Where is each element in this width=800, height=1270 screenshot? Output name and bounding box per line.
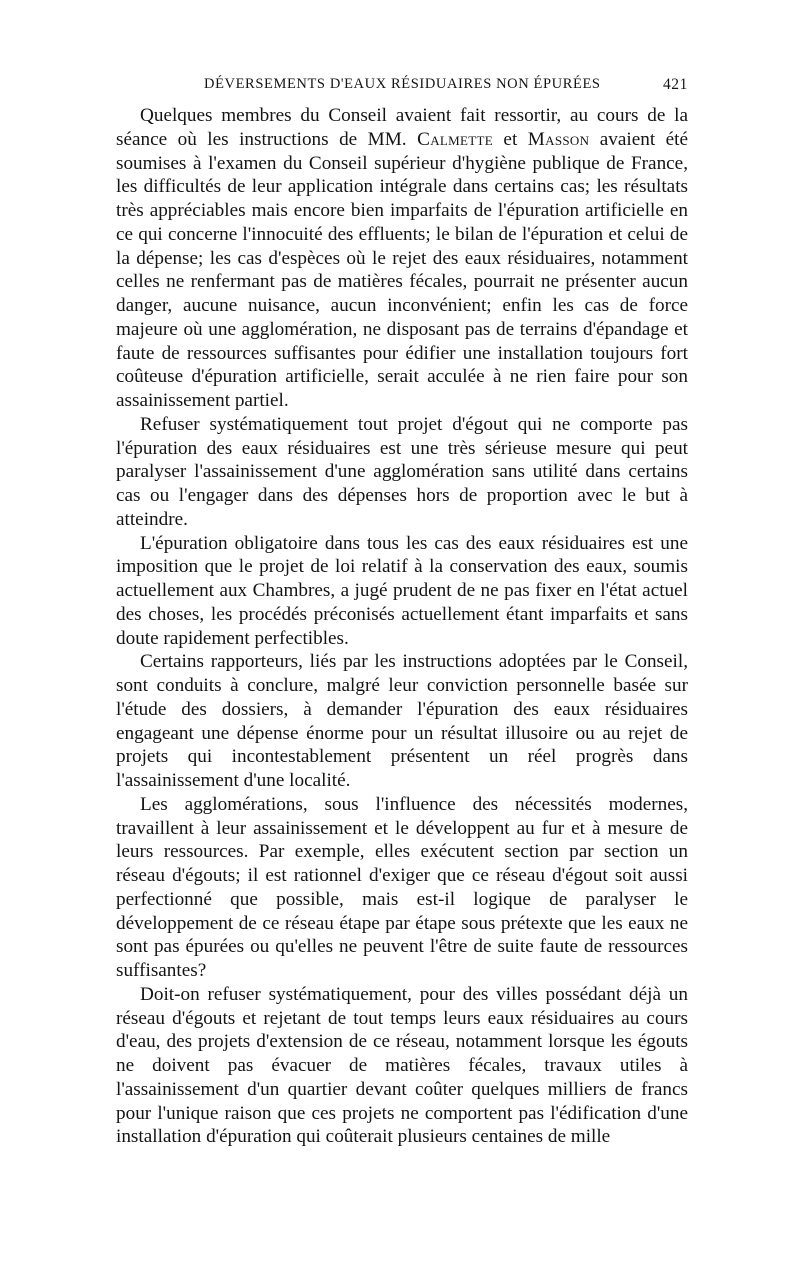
paragraph-2: Refuser systématiquement tout projet d'égout qui ne comporte pas l'épuration des eaux résiduaires est une très sérieuse mesure qui peut paralyser l'assainissement d'une agglomération sans utilité dans certains cas ou l'engager dans des dépenses hors de proportion avec le but à atteindre. bbox=[116, 413, 688, 530]
paragraph-5: Les agglomérations, sous l'influence des nécessités modernes, travaillent à leur assainissement et le développent au fur et à mesure de leurs ressources. Par exemple, elles exécutent section par section un réseau d'égouts; il est rationnel d'exiger que ce réseau d'égout soit aussi perfectionné que possible, mais est-il logique de paralyser le développement de ce réseau étape par étape sous prétexte que les eaux ne sont pas épurées ou qu'elles ne peuvent l'être de suite faute de ressources suffisantes? bbox=[116, 793, 688, 981]
paragraph-3: L'épuration obligatoire dans tous les cas des eaux résiduaires est une imposition que le projet de loi relatif à la conservation des eaux, soumis actuellement aux Chambres, a jugé prudent de ne pas fixer en l'état actuel des choses, les procédés préconisés actuellement étant imparfaits et sans doute rapidement perfectibles. bbox=[116, 532, 688, 649]
paragraph-1-part-b: et bbox=[492, 128, 528, 150]
paragraph-1-part-a: Quelques membres du Conseil avaient fait ressortir, au cours de la séance où les instructions de MM. bbox=[116, 105, 688, 150]
running-head bbox=[116, 76, 688, 96]
page-number: 421 bbox=[662, 76, 688, 93]
author-name-masson: Masson bbox=[527, 128, 590, 150]
running-title: DÉVERSEMENTS D'EAUX RÉSIDUAIRES NON ÉPURÉES bbox=[204, 76, 601, 92]
paragraph-4: Certains rapporteurs, liés par les instructions adoptées par le Conseil, sont conduits à conclure, malgré leur conviction personnelle basée sur l'étude des dossiers, à demander l'épuration des eaux résiduaires engageant une dépense énorme pour un résultat illusoire ou au rejet de projets qui incontestablement présentent un réel progrès dans l'assainissement d'une localité. bbox=[116, 651, 688, 791]
paragraph-1 bbox=[116, 104, 688, 413]
author-name-calmette: Calmette bbox=[417, 128, 493, 150]
paragraph-1-part-c: avaient été soumises à l'examen du Conseil supérieur d'hygiène publique de France, les difficultés de leur application intégrale dans certains cas; les résultats très appréciables mais encore bien imparfaits de l'épuration artificielle en ce qui concerne l'innocuité des effluents; le bilan de l'épuration et celui de la dépense; les cas d'espèces où le rejet des eaux résiduaires, notamment celles ne renfermant pas de matières fécales, pourrait ne présenter aucun danger, aucune nuisance, aucun inconvénient; enfin les cas de force majeure où une agglomération, ne disposant pas de terrains d'épandage et faute de ressources suffisantes pour édifier une installation toujours fort coûteuse d'épuration artificielle, serait acculée à ne rien faire pour son assainissement partiel. bbox=[116, 128, 688, 411]
paragraph-6: Doit-on refuser systématiquement, pour des villes possédant déjà un réseau d'égouts et rejetant de tout temps leurs eaux résiduaires au cours d'eau, des projets d'extension de ce réseau, notamment lorsque les égouts ne doivent pas évacuer de matières fécales, travaux utiles à l'assainissement d'un quartier devant coûter quelques milliers de francs pour l'unique raison que ces projets ne comportent pas l'édification d'une installation d'épuration qui coûterait plusieurs centaines de mille bbox=[116, 983, 688, 1148]
body-text bbox=[116, 104, 688, 1149]
